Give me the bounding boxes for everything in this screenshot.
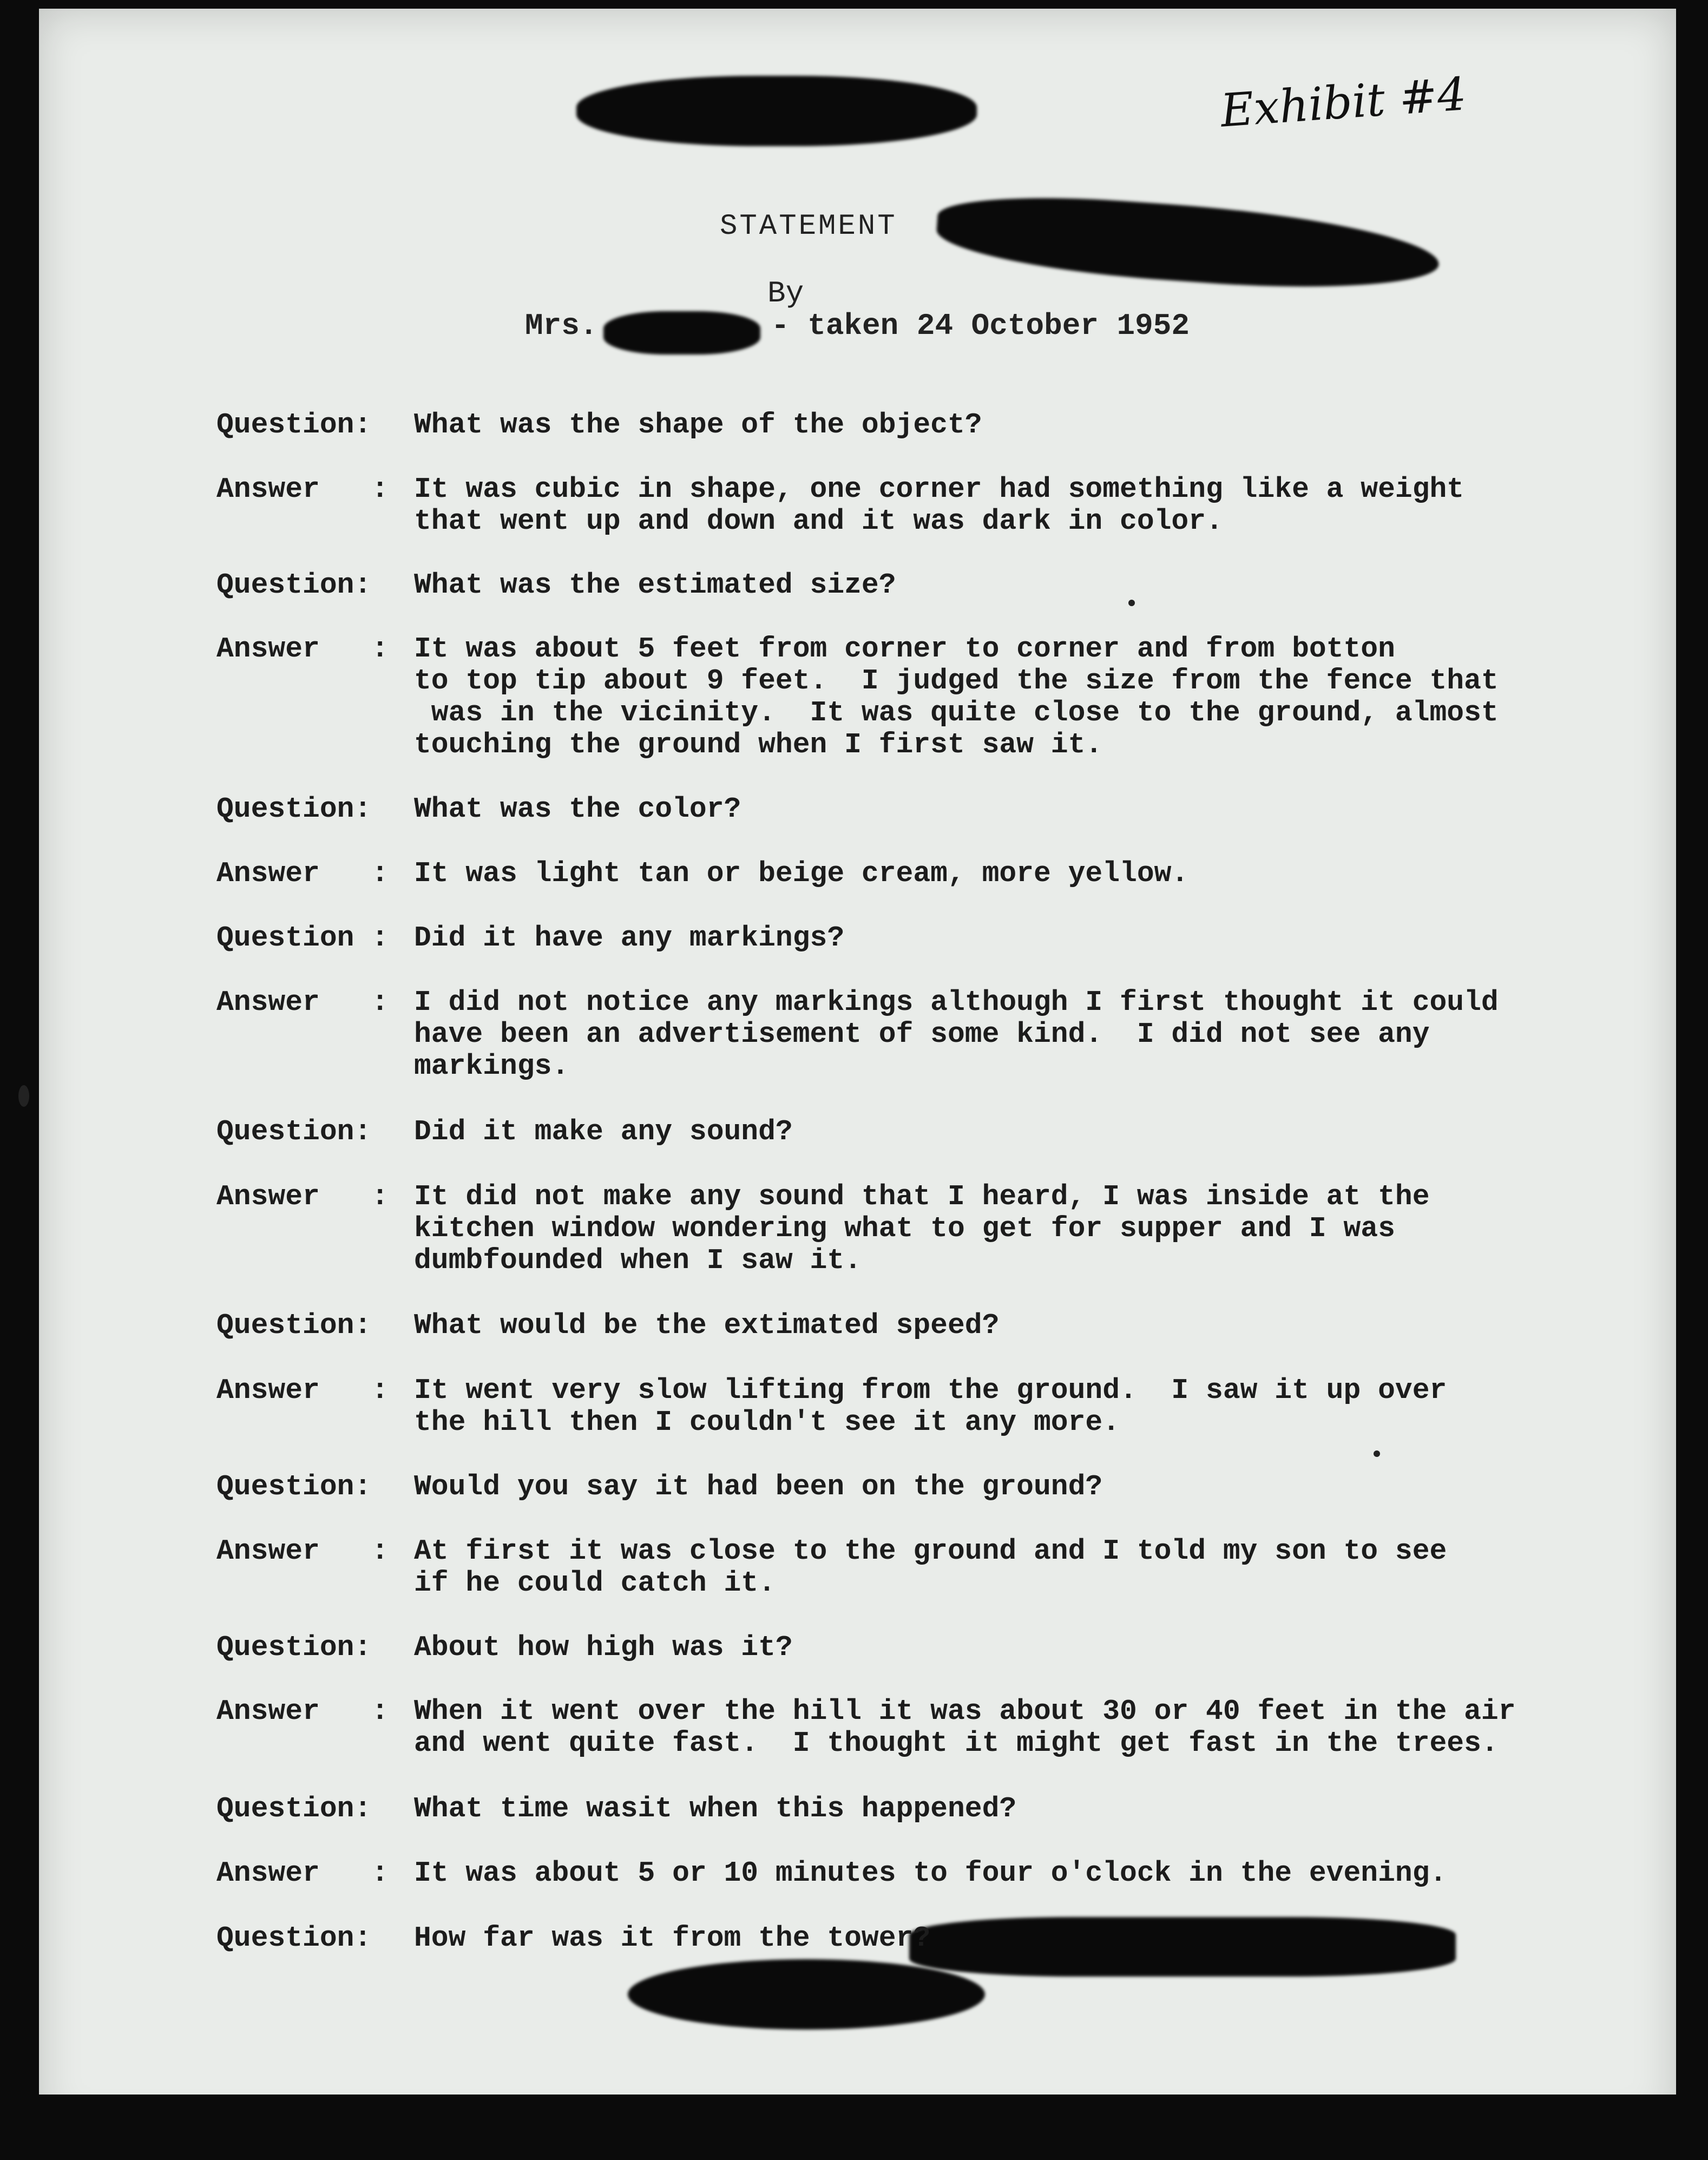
qa-block (216, 1793, 1515, 1825)
qa-block (216, 1310, 1515, 1342)
qa-label: Answer : (216, 1695, 389, 1728)
qa-block (216, 569, 1515, 601)
qa-label: Answer : (216, 473, 389, 505)
qa-label: Answer : (216, 633, 389, 665)
qa-text: Would you say it had been on the ground? (414, 1470, 1103, 1503)
qa-text: What was the estimated size? (414, 569, 896, 601)
by-label: By (767, 276, 804, 311)
qa-block (216, 1632, 1515, 1664)
binding-hole-mark (18, 1085, 29, 1107)
qa-label: Answer : (216, 986, 389, 1019)
date-taken: - taken 24 October 1952 (771, 308, 1190, 343)
qa-label: Question: (216, 1922, 372, 1954)
qa-block (216, 858, 1515, 890)
qa-block (216, 1535, 1515, 1599)
qa-text: What was the color? (414, 793, 741, 825)
qa-label: Question: (216, 1309, 372, 1342)
qa-label: Question: (216, 1470, 372, 1503)
qa-label: Question: (216, 1631, 372, 1664)
qa-text: It went very slow lifting from the ground. I saw it up over the hill then I couldn't see it any more. (414, 1374, 1447, 1439)
qa-block (216, 633, 1515, 761)
qa-block (216, 922, 1515, 954)
qa-block (216, 1922, 1515, 1954)
qa-label: Answer : (216, 1374, 389, 1407)
qa-label: Question : (216, 922, 389, 954)
qa-text: What time wasit when this happened? (414, 1793, 1017, 1825)
qa-block (216, 1471, 1515, 1503)
qa-block (216, 1116, 1515, 1148)
qa-text: Did it have any markings? (414, 922, 845, 954)
qa-label: Question: (216, 409, 372, 441)
qa-label: Answer : (216, 1857, 389, 1889)
qa-label: Answer : (216, 857, 389, 890)
stray-dot (1128, 600, 1135, 606)
redaction-bottom-left (628, 1959, 985, 2030)
qa-block (216, 1696, 1515, 1759)
scan-border (0, 2095, 1708, 2160)
qa-label: Question: (216, 793, 372, 825)
qa-text: It was about 5 or 10 minutes to four o'clock in the evening. (414, 1857, 1447, 1889)
qa-block (216, 409, 1515, 441)
qa-text: When it went over the hill it was about 30 or 40 feet in the air and went quite fast. I thought it might get fast in the trees. (414, 1695, 1516, 1759)
qa-label: Question: (216, 1793, 372, 1825)
qa-text: Did it make any sound? (414, 1115, 793, 1148)
qa-block (216, 1181, 1515, 1277)
redaction-name (603, 311, 760, 354)
qa-text: It was cubic in shape, one corner had something like a weight that went up and down and it was dark in color. (414, 473, 1464, 537)
qa-block (216, 987, 1515, 1082)
qa-text: At first it was close to the ground and I told my son to see if he could catch it. (414, 1535, 1447, 1599)
qa-block (216, 1857, 1515, 1889)
qa-label: Question: (216, 569, 372, 601)
qa-block (216, 474, 1515, 537)
exhibit-label: Exhibit #4 (1219, 67, 1468, 137)
qa-label: Answer : (216, 1180, 389, 1213)
page-title: STATEMENT (720, 210, 897, 243)
qa-text: I did not notice any markings although I first thought it could have been an advertisement of some kind. I did not see any markings. (414, 986, 1499, 1082)
name-prefix: Mrs. (525, 308, 598, 343)
qa-text: It was about 5 feet from corner to corner and from botton to top tip about 9 feet. I judged the size from the fence that was in the vicinity. It was quite close to the ground, almost touching the ground when I first saw it. (414, 633, 1499, 761)
qa-block (216, 1375, 1515, 1439)
redaction-top (576, 76, 977, 146)
qa-text: It was light tan or beige cream, more yellow. (414, 857, 1189, 890)
stray-dot (1374, 1450, 1380, 1457)
qa-label: Answer : (216, 1535, 389, 1567)
qa-text: It did not make any sound that I heard, I was inside at the kitchen window wondering what to get for supper and I was dumbfounded when I saw it. (414, 1180, 1430, 1277)
qa-text: How far was it from the tower? (414, 1922, 931, 1954)
qa-block (216, 793, 1515, 825)
qa-text: About how high was it? (414, 1631, 793, 1664)
qa-text: What was the shape of the object? (414, 409, 982, 441)
qa-label: Question: (216, 1115, 372, 1148)
qa-text: What would be the extimated speed? (414, 1309, 1000, 1342)
